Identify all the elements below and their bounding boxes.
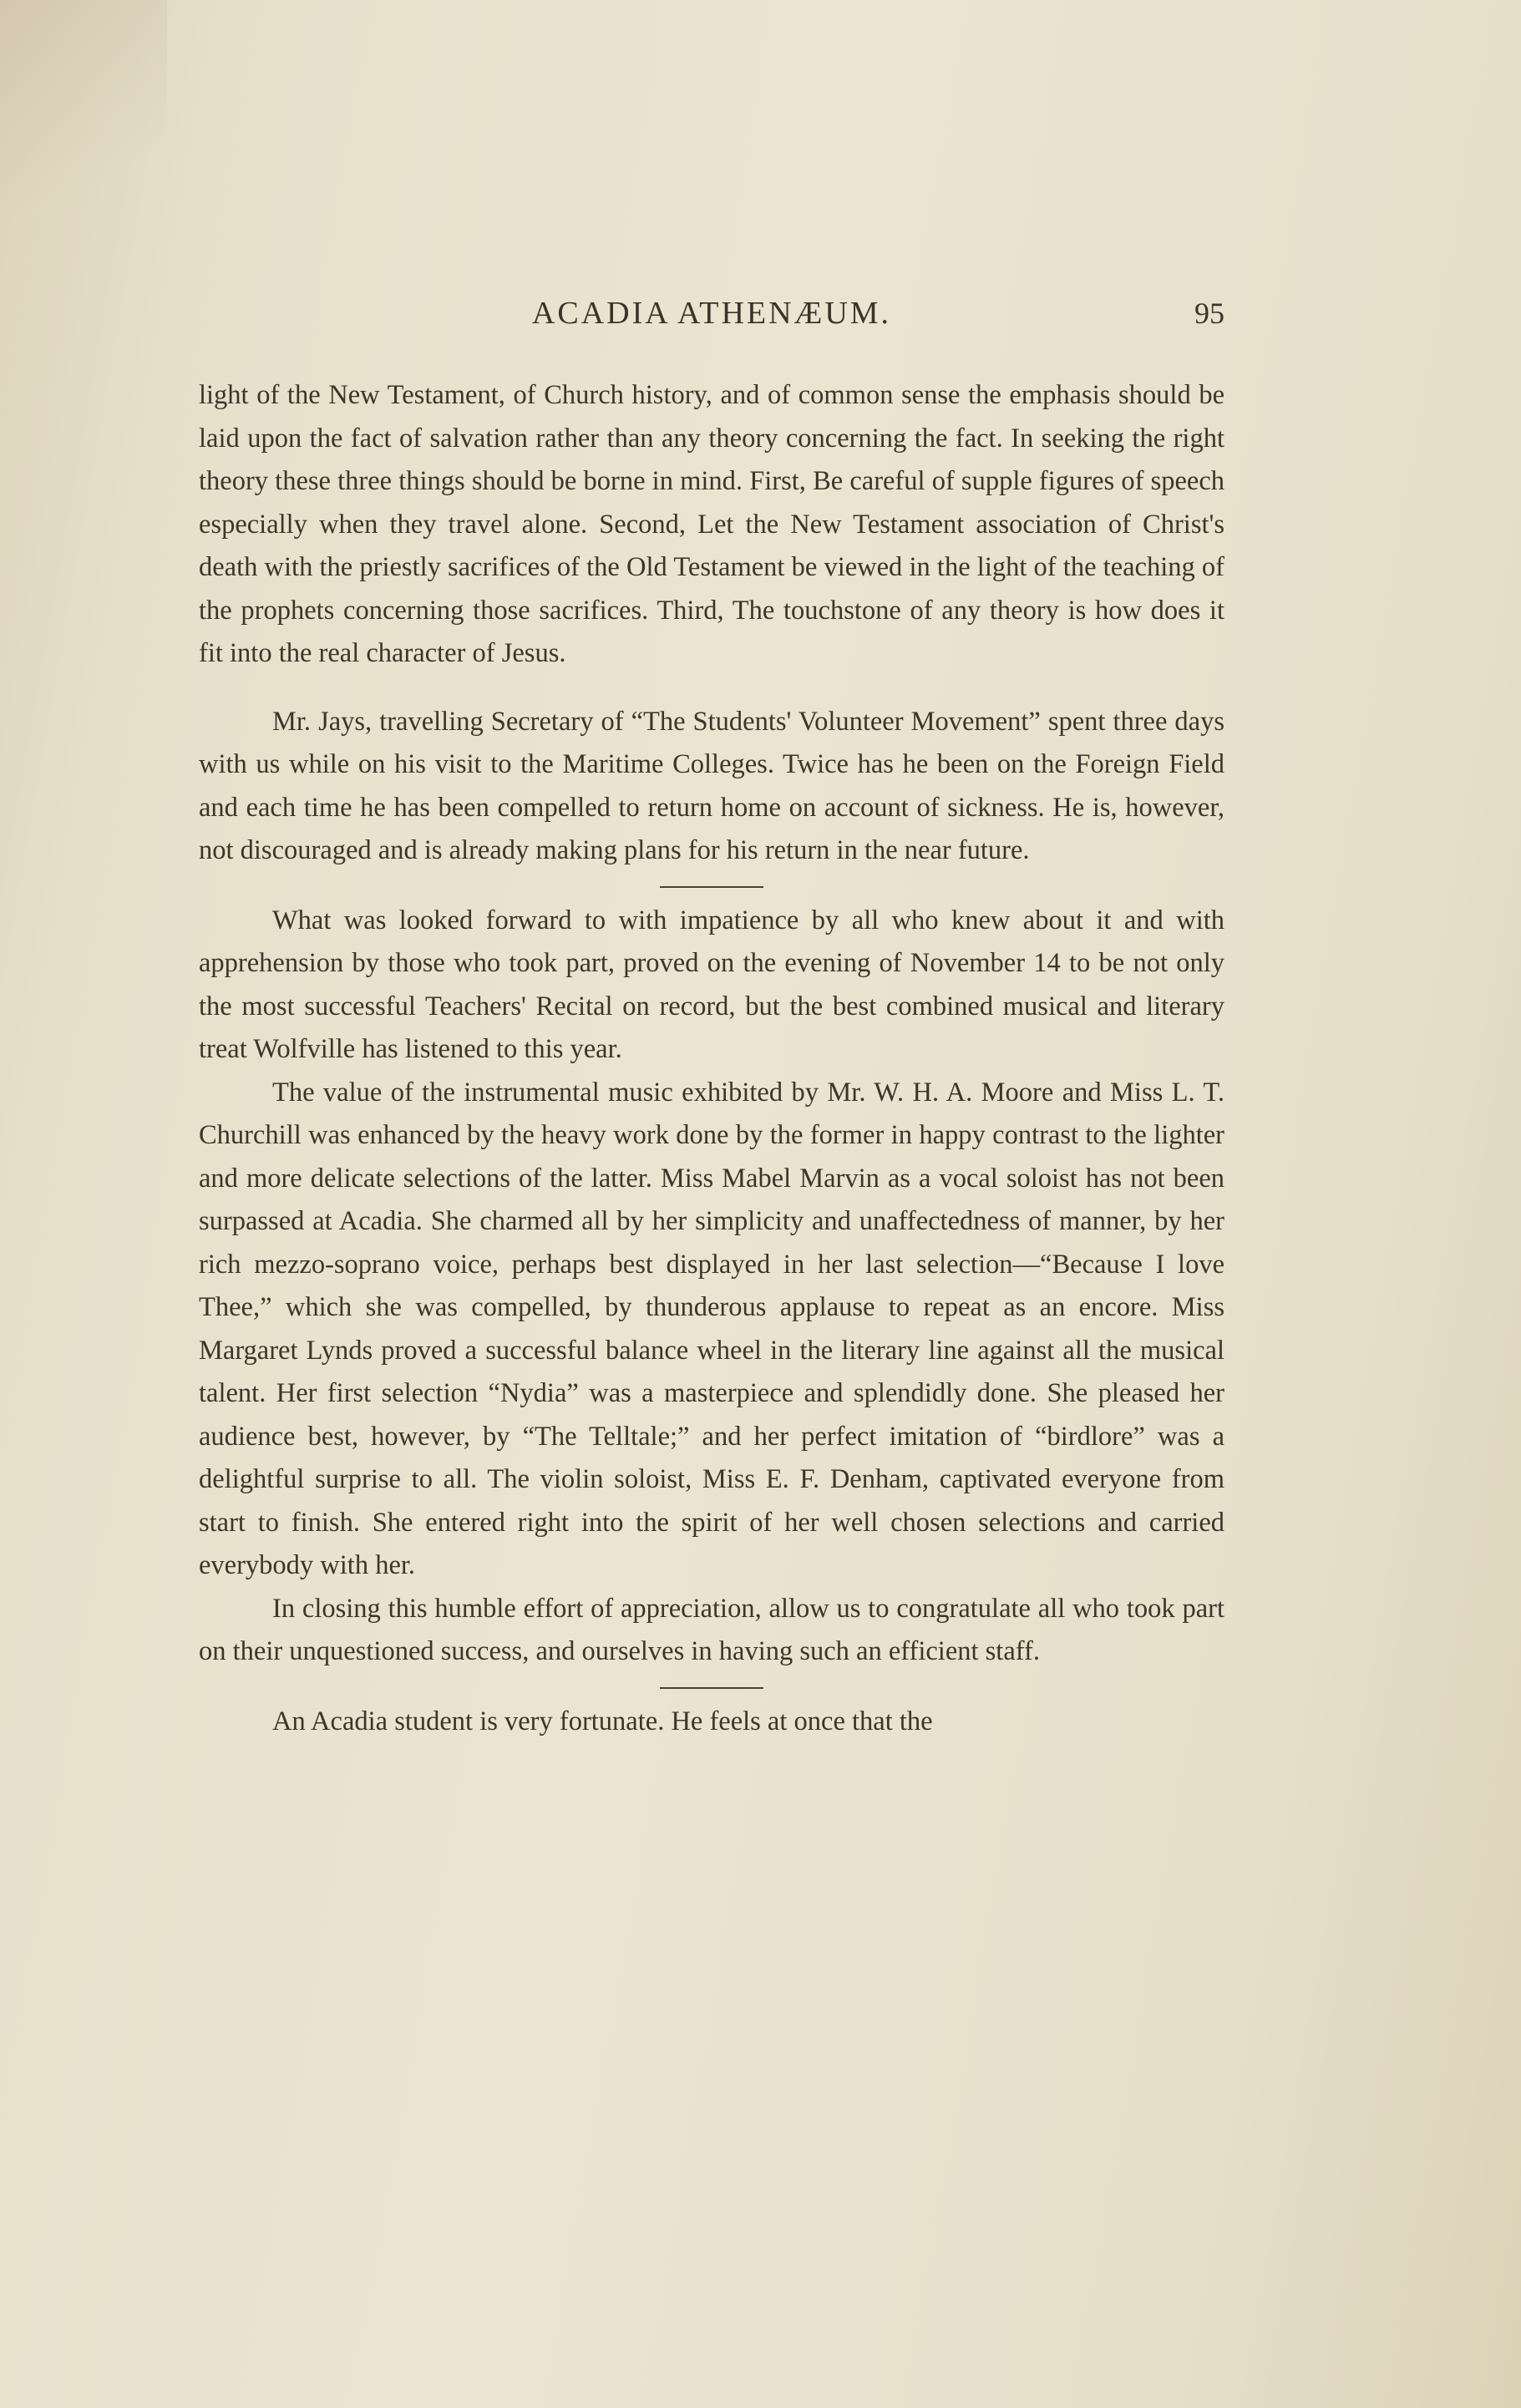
divider-rule: [660, 1687, 763, 1689]
section-divider: [199, 1674, 1224, 1701]
article-body: [199, 374, 1224, 1743]
page-number: 95: [1194, 297, 1224, 330]
paragraph-mr-jays-visit: Mr. Jays, travelling Secretary of “The Students' Volunteer Movement” spent three days with us while on his visit to the Maritime Colleges. Twice has he been on the Foreign Field and each time he has been compelled to return home on account of sickness. He is, however, not discouraged and is already making plans for his return in the near future.: [199, 706, 1224, 865]
paragraph-recital-performers: The value of the instrumental music exhibited by Mr. W. H. A. Moore and Miss L. T. Churchill was enhanced by the heavy work done by the former in happy contrast to the lighter and more delicate selections of the latter. Miss Mabel Marvin as a vocal soloist has not been surpassed at Acadia. She charmed all by her simplicity and unaffectedness of manner, by her rich mezzo-soprano voice, perhaps best displayed in her last selection—“Because I love Thee,” which she was compelled, by thunderous applause to repeat as an encore. Miss Margaret Lynds proved a successful balance wheel in the literary line against all the musical talent. Her first selection “Nydia” was a masterpiece and splendidly done. She pleased her audience best, however, by “The Telltale;” and her perfect imitation of “birdlore” was a delightful surprise to all. The violin soloist, Miss E. F. Denham, captivated everyone from start to finish. She entered right into the spirit of her well chosen selections and carried everybody with her.: [199, 1077, 1224, 1580]
paragraph-acadia-student: An Acadia student is very fortunate. He feels at once that the: [272, 1706, 933, 1736]
page-header: [199, 288, 1224, 338]
divider-rule: [660, 886, 763, 888]
paragraph-closing-appreciation: In closing this humble effort of appreciation, allow us to congratulate all who took part on their unquestioned success, and ourselves in having such an efficient staff.: [199, 1593, 1224, 1666]
paper-crease-shading: [0, 0, 167, 301]
section-gap: [199, 676, 1224, 701]
section-divider: [199, 873, 1224, 900]
paragraph-theory-of-atonement: light of the New Testament, of Church history, and of common sense the emphasis should be laid upon the fact of salvation rather than any theory concerning the fact. In seeking the right theory these three things should be borne in mind. First, Be careful of supple figures of speech especially when they travel alone. Second, Let the New Testament association of Christ's death with the priestly sacrifices of the Old Testament be viewed in the light of the teaching of the prophets concerning those sacrifices. Third, The touchstone of any theory is how does it fit into the real character of Jesus.: [199, 380, 1224, 668]
paragraph-teachers-recital-intro: What was looked forward to with impatience by all who knew about it and with apprehension by those who took part, proved on the evening of November 14 to be not only the most successful Teachers' Recital on record, but the best combined musical and literary treat Wolfville has listened to this year.: [199, 905, 1224, 1064]
running-title: ACADIA ATHENÆUM.: [531, 296, 892, 331]
